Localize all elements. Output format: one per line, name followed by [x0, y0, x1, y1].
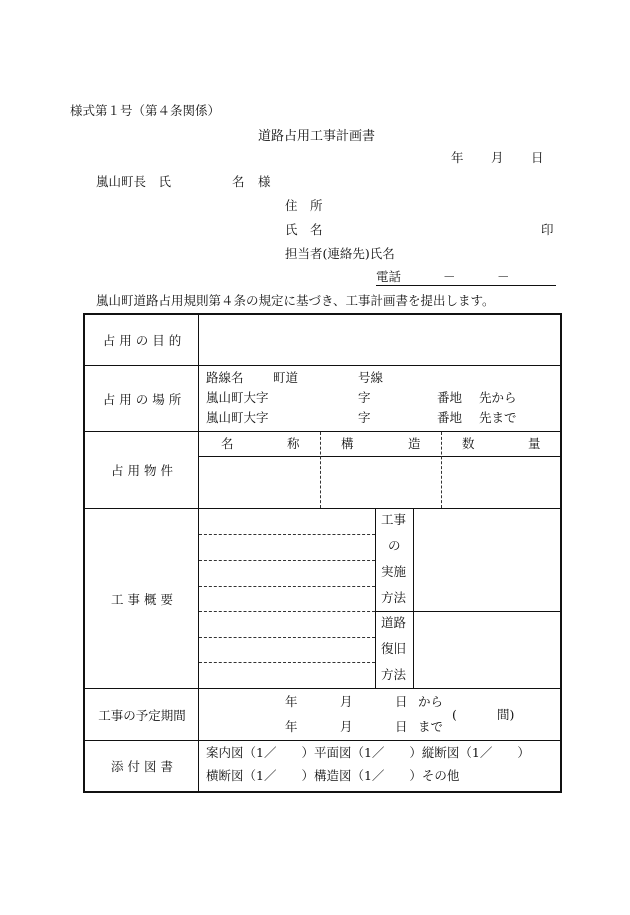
statement-text: 嵐山町道路占用規則第４条の規定に基づき、工事計画書を提出します。 — [96, 293, 495, 308]
summary-dashed-line — [199, 662, 375, 663]
oaza-to-label: 嵐山町大字 — [206, 410, 269, 425]
method-label-3: 実施 — [381, 564, 407, 579]
period-year-2: 年 — [285, 719, 298, 734]
summary-right-divider — [413, 509, 414, 688]
form-number: 様式第１号（第４条関係） — [70, 103, 221, 118]
summary-label-cell — [85, 509, 199, 688]
method-restore-divider — [375, 611, 560, 612]
drawings-line-2: 横断図（1／ ）構造図（1／ ）その他 — [206, 768, 460, 783]
application-table — [83, 313, 562, 793]
col-structure-char-1: 構 — [341, 436, 354, 451]
object-header-divider — [199, 456, 560, 457]
banchi-from-label: 番地 — [437, 390, 463, 405]
purpose-label: 占 用 の 目 的 — [102, 333, 182, 348]
address-label: 住 所 — [285, 198, 323, 213]
addressee-prefix: 嵐山町長 氏 — [96, 174, 172, 189]
banchi-to-label: 番地 — [437, 410, 463, 425]
phone-underline — [376, 285, 556, 286]
object-column-divider — [320, 432, 321, 508]
location-label-cell — [85, 366, 199, 431]
phone-dash-1: － — [443, 269, 456, 284]
object-label-cell — [85, 432, 199, 508]
addressee-honorific: 様 — [258, 174, 271, 189]
addressee-name: 名 — [232, 174, 245, 189]
period-until: まで — [418, 719, 444, 734]
route-number-label: 号線 — [358, 370, 384, 385]
date-month-label: 月 — [491, 150, 504, 165]
date-day-label: 日 — [531, 150, 544, 165]
contact-label: 担当者(連絡先)氏名 — [285, 246, 395, 261]
town-road-label: 町道 — [273, 370, 299, 385]
period-month-1: 月 — [340, 694, 353, 709]
object-label: 占 用 物 件 — [111, 463, 173, 478]
location-label: 占 用 の 場 所 — [102, 391, 182, 407]
method-label-2: の — [388, 538, 401, 553]
summary-label: 工 事 概 要 — [111, 591, 173, 607]
restore-label-2: 復旧 — [381, 641, 407, 656]
seal-label: 印 — [541, 222, 554, 237]
phone-dash-2: － — [497, 269, 510, 284]
summary-dashed-line — [199, 534, 375, 535]
drawings-line-1: 案内図（1／ ）平面図（1／ ）縦断図（1／ ） — [206, 745, 530, 760]
oaza-from-label: 嵐山町大字 — [206, 390, 269, 405]
summary-dashed-line — [199, 611, 375, 612]
drawings-label-cell — [85, 741, 199, 791]
summary-left-divider — [375, 509, 376, 688]
col-quantity-char-1: 数 — [462, 436, 475, 451]
route-name-label: 路線名 — [206, 370, 244, 385]
form-title: 道路占用工事計画書 — [258, 129, 376, 144]
summary-dashed-line — [199, 560, 375, 561]
summary-dashed-line — [199, 637, 375, 638]
period-day-2: 日 — [395, 719, 408, 734]
restore-label-1: 道路 — [381, 615, 407, 630]
col-name-char-2: 称 — [287, 436, 300, 451]
period-month-2: 月 — [340, 719, 353, 734]
date-year-label: 年 — [451, 150, 464, 165]
object-column-divider — [441, 432, 442, 508]
name-label: 氏 名 — [285, 222, 323, 237]
phone-label: 電話 — [376, 269, 402, 284]
method-label-1: 工事 — [381, 512, 407, 527]
period-from: から — [418, 694, 444, 709]
drawings-label: 添 付 図 書 — [111, 759, 173, 774]
from-suffix: 先から — [479, 390, 517, 405]
col-name-char-1: 名 — [221, 436, 234, 451]
period-label: 工事の予定期間 — [98, 707, 186, 723]
period-days-unit: 間) — [497, 707, 515, 722]
to-suffix: 先まで — [479, 410, 517, 425]
aza-to-label: 字 — [358, 410, 371, 425]
period-paren-open: ( — [452, 707, 457, 722]
period-label-cell — [85, 689, 199, 740]
purpose-input-cell[interactable] — [199, 315, 560, 365]
aza-from-label: 字 — [358, 390, 371, 405]
summary-dashed-line — [199, 586, 375, 587]
restore-label-3: 方法 — [381, 667, 407, 682]
col-structure-char-2: 造 — [408, 436, 421, 451]
method-label-4: 方法 — [381, 590, 407, 605]
period-day-1: 日 — [395, 694, 408, 709]
period-year-1: 年 — [285, 694, 298, 709]
purpose-label-cell — [85, 315, 199, 365]
col-quantity-char-2: 量 — [528, 436, 541, 451]
